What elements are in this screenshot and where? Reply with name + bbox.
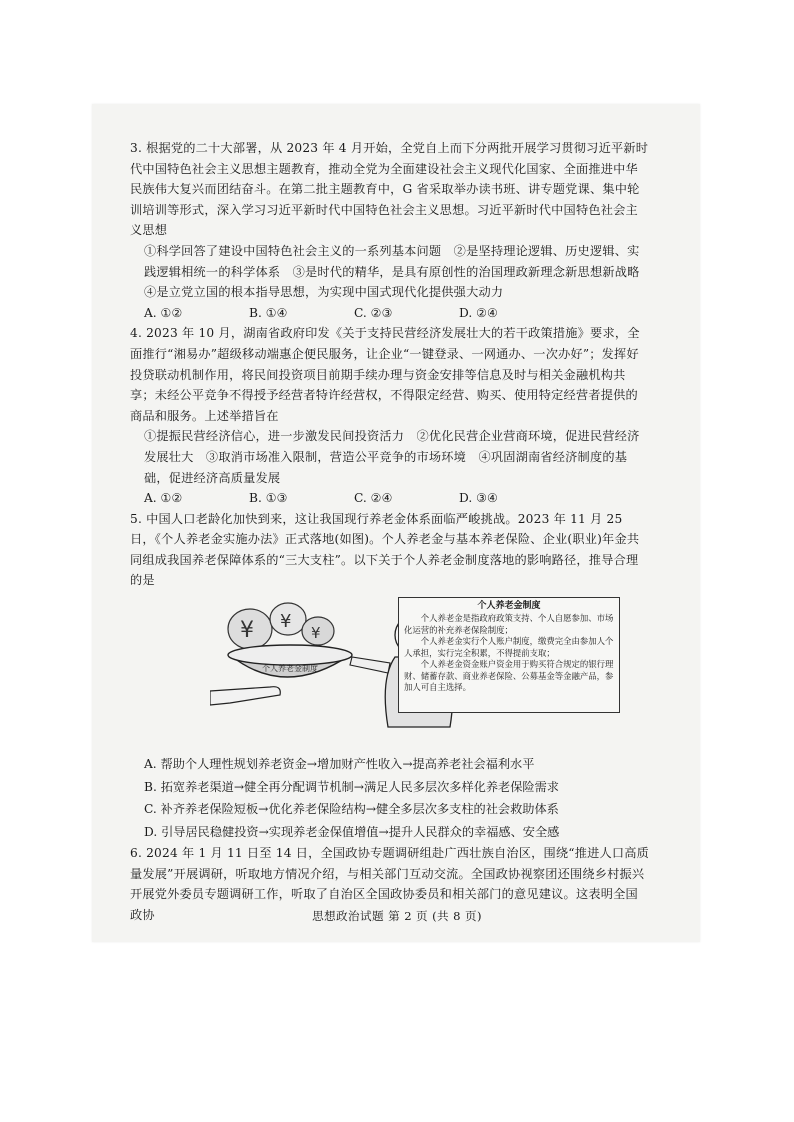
- option-c[interactable]: C. ②③: [354, 305, 393, 320]
- textbox-title: 个人养老金制度: [477, 601, 541, 612]
- option-d[interactable]: D. 引导居民稳健投资→实现养老金保值增值→提升人民群众的幸福感、安全感: [144, 824, 560, 839]
- question-6-stem: 6. 2024 年 1 月 11 日至 14 日，全国政协专题调研组赴广西壮族自治区，围绕“推进人口高质量发展”开展调研，听取地方情况介绍，与相关部门互动交流。全国政协视察团还围绕乡村振兴开展党外委员专题调研工作，听取了自治区全国政协委员和相关部门的意见建议。这表明全国政协: [130, 846, 650, 922]
- pension-system-textbox: [398, 597, 620, 713]
- option-b[interactable]: B. ①④: [249, 305, 288, 320]
- option-b[interactable]: B. ①③: [249, 491, 288, 506]
- option-a[interactable]: A. ①②: [144, 491, 183, 506]
- question-4-statements: ①提振民营经济信心，进一步激发民间投资活力 ②优化民营企业营商环境，促进民营经济发展壮大 ③取消市场准入限制，营造公平竞争的市场环境 ④巩固湖南省经济制度的基础，促进经济高质量发展: [144, 429, 640, 485]
- page-footer: 思想政治试题 第 2 页 (共 8 页): [312, 909, 482, 923]
- question-5-stem: 5. 中国人口老龄化加快到来，这让我国现行养老金体系面临严峻挑战。2023 年 11 月 25 日，《个人养老金实施办法》正式落地(如图)。个人养老金与基本养老保险、企业(职业)年金共同组成我国养老保障体系的“三大支柱”。以下关于个人养老金制度落地的影响路径，推导合理的是: [130, 511, 640, 588]
- option-c[interactable]: C. ②④: [354, 491, 393, 506]
- option-b[interactable]: B. 拓宽养老渠道→健全再分配调节机制→满足人民多层次多样化养老保险需求: [144, 779, 559, 794]
- svg-text:¥: ¥: [240, 618, 254, 644]
- textbox-paragraph: 个人养老金实行个人账户制度，缴费完全由参加人个人承担，实行完全积累，不得提前支取；: [404, 636, 614, 658]
- question-3-stem: 3. 根据党的二十大部署，从 2023 年 4 月开始，全党自上而下分两批开展学习贯彻习近平新时代中国特色社会主义思想主题教育，推动全党为全面建设社会主义现代化国家、全面推进中华民族伟大复兴而团结奋斗。在第二批主题教育中，G 省采取举办读书班、讲专题党课、集中轮训培训等形式，深入学习习近平新时代中国特色社会主义思想。习近平新时代中国特色社会主义思想: [130, 141, 649, 238]
- page-content: [130, 138, 650, 925]
- textbox-paragraph: 个人养老金是指政府政策支持、个人自愿参加、市场化运营的补充养老保险制度；: [404, 613, 614, 635]
- svg-text:¥: ¥: [311, 624, 321, 643]
- question-3-options: [130, 303, 564, 324]
- option-a[interactable]: A. 帮助个人理性规划养老资金→增加财产性收入→提高养老社会福利水平: [144, 757, 535, 772]
- question-5-figure: [130, 599, 650, 749]
- textbox-paragraph: 个人养老金资金账户资金用于购买符合规定的银行理财、储蓄存款、商业养老保险、公募基金等金融产品，参加人可自主选择。: [404, 659, 614, 692]
- question-3: [130, 138, 650, 303]
- question-5-choices: [130, 753, 650, 843]
- question-4: [130, 323, 650, 488]
- option-c[interactable]: C. 补齐养老保险短板→优化养老保险结构→健全多层次多支柱的社会救助体系: [144, 802, 559, 817]
- question-5: [130, 509, 650, 591]
- question-3-statements-1: ①科学回答了建设中国特色社会主义的一系列基本问题 ②是坚持理论逻辑、历史逻辑、实践逻辑相统一的科学体系 ③是时代的精华，是具有原创性的治国理政新理念新思想新战略: [144, 243, 640, 279]
- question-4-stem: 4. 2023 年 10 月，湖南省政府印发《关于支持民营经济发展壮大的若干政策措施》要求，全面推行“湘易办”超级移动端惠企便民服务，让企业“一键登录、一网通办、一次办好”；发挥好投贷联动机制作用，将民间投资项目前期手续办理与资金安排等信息及时与相关金融机构共享；未经公平竞争不得授予经营者特许经营权，不得限定经营、购买、使用特定经营者提供的商品和服务。上述举措旨在: [130, 326, 640, 423]
- bowl-label: 个人养老金制度: [262, 664, 318, 674]
- option-d[interactable]: D. ②④: [459, 305, 498, 320]
- option-d[interactable]: D. ③④: [459, 491, 498, 506]
- svg-text:¥: ¥: [280, 611, 292, 633]
- question-3-statements-2: ④是立党立国的根本指导思想，为实现中国式现代化提供强大动力: [144, 285, 504, 300]
- option-a[interactable]: A. ①②: [144, 305, 183, 320]
- question-4-options: [130, 488, 564, 509]
